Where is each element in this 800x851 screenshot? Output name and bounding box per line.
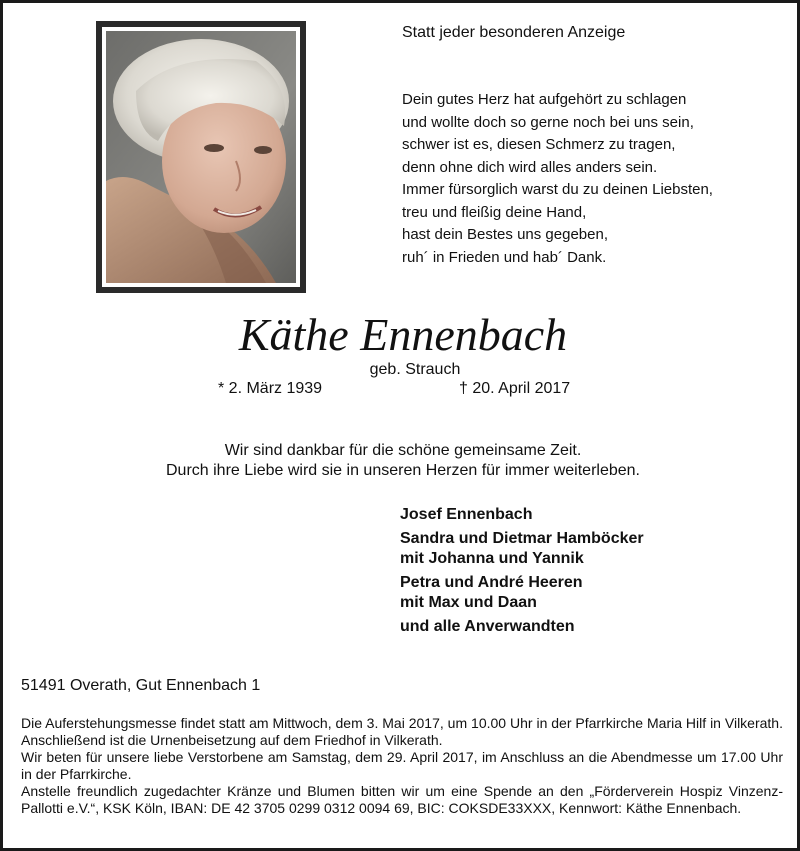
poem-line: denn ohne dich wird alles anders sein.	[402, 158, 658, 176]
poem-line: Immer fürsorglich warst du zu deinen Liebsten,	[402, 181, 713, 198]
signer-line: Petra und André Heeren	[400, 574, 583, 591]
signer-line: und alle Anverwandten	[400, 618, 575, 635]
signer-group	[400, 573, 644, 613]
poem-line: Dein gutes Herz hat aufgehört zu schlagen	[402, 91, 687, 108]
birth-date: * 2. März 1939	[218, 380, 323, 397]
note-paragraph: Die Auferstehungsmesse findet statt am Mittwoch, dem 3. Mai 2017, um 10.00 Uhr in der Pfarrkirche Maria Hilf in Vilkerath. Anschließend ist die Urnenbeisetzung auf dem Friedhof in Vilkerath.	[21, 715, 783, 748]
headline: Statt jeder besonderen Anzeige	[402, 24, 626, 41]
signer-group	[400, 617, 644, 637]
signer-line: mit Johanna und Yannik	[400, 550, 584, 567]
death-date: † 20. April 2017	[459, 380, 571, 397]
poem-line: hast dein Bestes uns gegeben,	[402, 226, 608, 243]
address: 51491 Overath, Gut Ennenbach 1	[21, 677, 261, 694]
signer-group	[400, 529, 644, 569]
birth-name: geb. Strauch	[369, 361, 461, 378]
signer-group	[400, 505, 644, 525]
signer-line: Sandra und Dietmar Hamböcker	[400, 530, 644, 547]
signer-line: Josef Ennenbach	[400, 506, 533, 523]
note-paragraph: Wir beten für unsere liebe Verstorbene am Samstag, dem 29. April 2017, im Anschluss an die Abendmesse um 17.00 Uhr in der Pfarrkirche.	[21, 749, 783, 782]
signers	[400, 505, 644, 641]
poem	[402, 89, 713, 269]
portrait-frame	[96, 21, 306, 293]
poem-line: und wollte doch so gerne noch bei uns sein,	[402, 113, 694, 131]
note-paragraph: Anstelle freundlich zugedachter Kränze und Blumen bitten wir um eine Spende an den „Förderverein Hospiz Vinzenz-Pallotti e.V.“, KSK Köln, IBAN: DE 42 3705 0299 0312 0094 69, BIC: COKSDE33XXX, Kennwort: Käthe Ennenbach.	[21, 783, 783, 816]
service-notes	[21, 715, 783, 817]
poem-line: schwer ist es, diesen Schmerz zu tragen,	[402, 136, 676, 153]
poem-line: ruh´ in Frieden und hab´ Dank.	[402, 248, 607, 266]
deceased-name: Käthe Ennenbach	[238, 309, 568, 360]
thanks-line: Durch ihre Liebe wird sie in unseren Herzen für immer weiterleben.	[166, 462, 640, 479]
portrait-mat	[102, 27, 300, 287]
poem-line: treu und fleißig deine Hand,	[402, 203, 587, 221]
portrait-photo	[106, 31, 296, 283]
signer-line: mit Max und Daan	[400, 594, 537, 611]
thanks-line: Wir sind dankbar für die schöne gemeinsame Zeit.	[224, 442, 582, 459]
thanks-text	[3, 441, 800, 481]
